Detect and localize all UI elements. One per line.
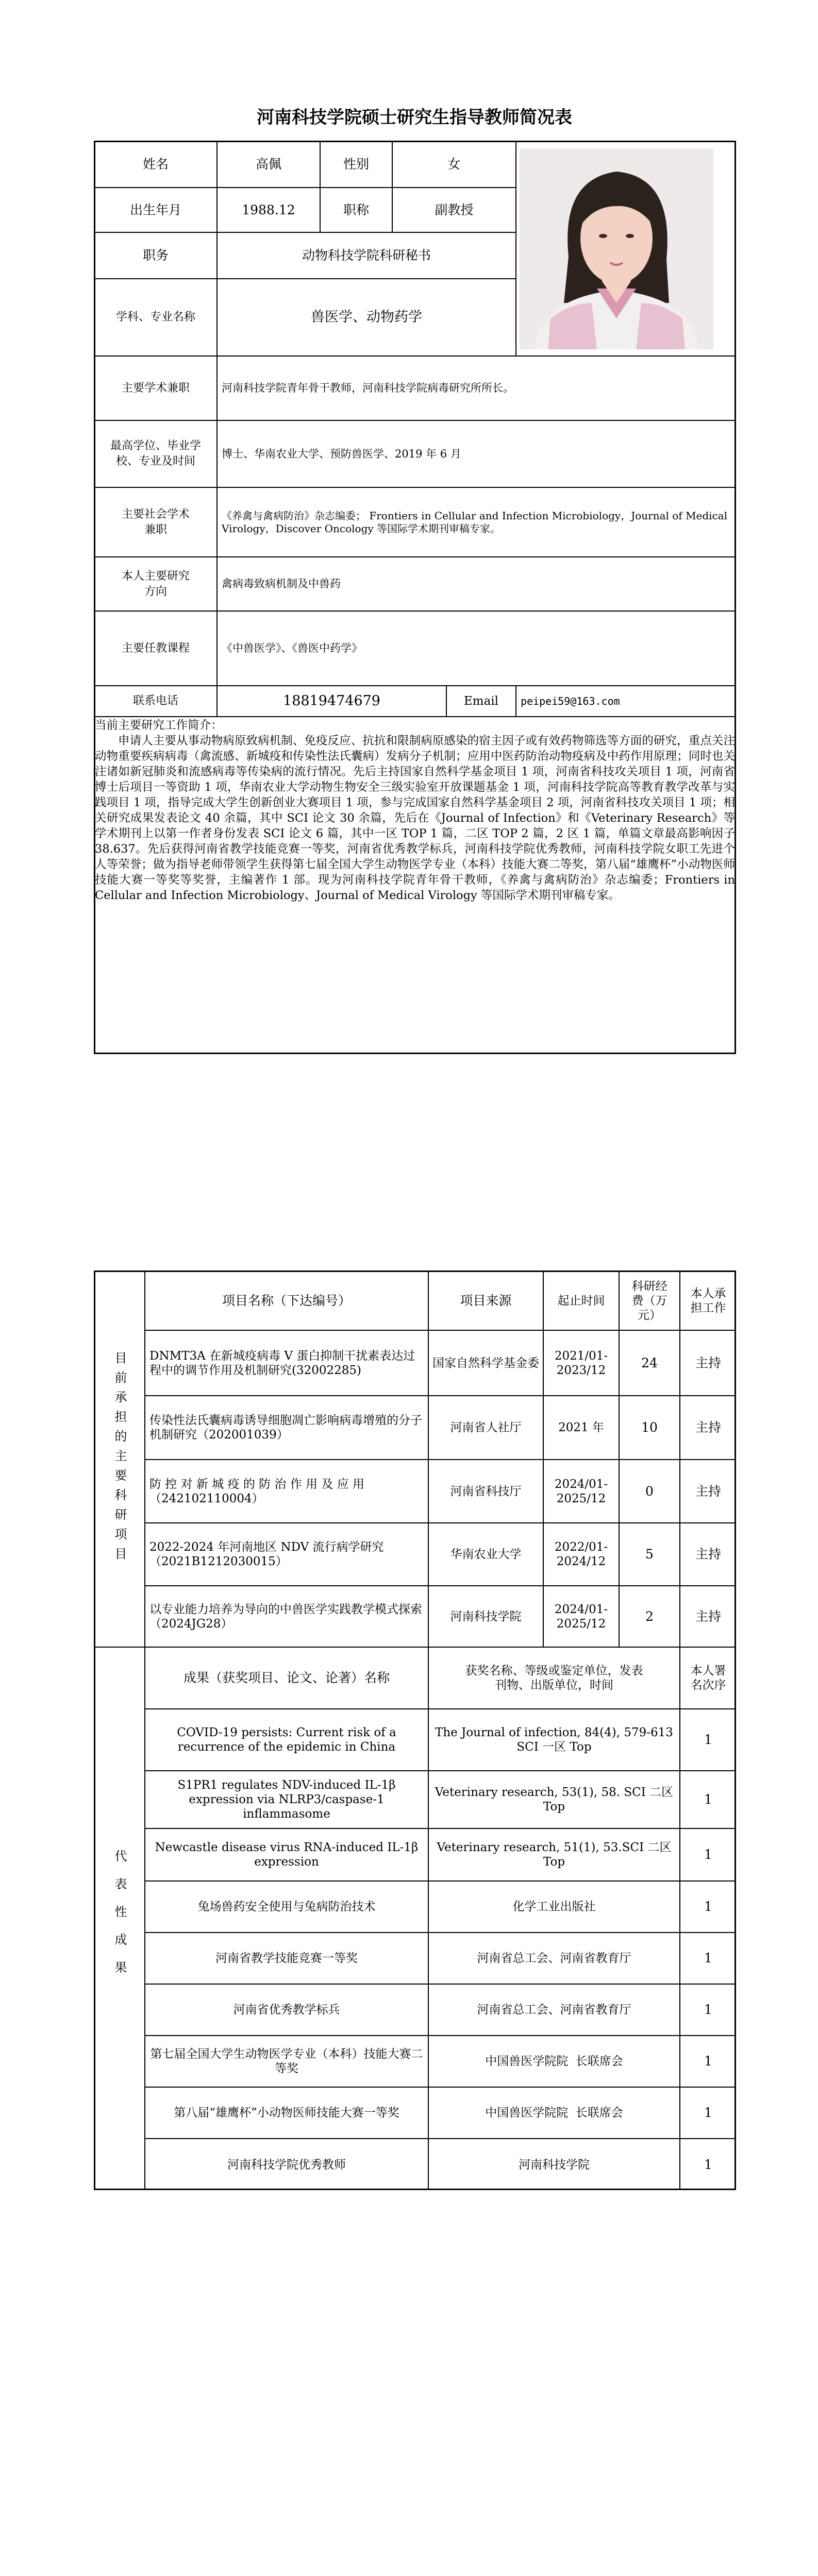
academic-label: 主要学术兼职 (121, 381, 190, 395)
achievement-row-1-rank: 1 (704, 1732, 712, 1747)
achievement-row-4-rank: 1 (704, 1899, 712, 1914)
social-label: 主要社会学术兼职 (121, 507, 190, 536)
achievement-row-6-info: 河南省总工会、河南省教育厅 (477, 2003, 631, 2016)
project-row-4-role: 主持 (695, 1547, 721, 1562)
achievement-row-7-info: 中国兽医学院院 长联席会 (485, 2055, 623, 2068)
achievement-row-2-info: Veterinary research, 53(1), 58. SCI 二区 Top (435, 1786, 674, 1814)
project-row-2-name: 传染性法氏囊病毒诱导细胞凋亡影响病毒增殖的分子机制研究（202001039） (149, 1414, 422, 1442)
education-value: 博士、华南农业大学、预防兽医学、2019 年 6 月 (222, 447, 461, 460)
project-row-4-name: 2022-2024 年河南地区 NDV 流行病学研究（2021B1212030015） (149, 1540, 384, 1568)
achievement-row-2-name: S1PR1 regulates NDV-induced IL-1β expression via NLRP3/caspase-1 inflammasome (177, 1778, 396, 1821)
achievement-row-1-name: COVID-19 persists: Current risk of a recurrence of the epidemic in China (177, 1726, 396, 1754)
portrait-image (520, 148, 713, 349)
course-value: 《中兽医学》、《兽医中药学》 (222, 642, 362, 654)
social-value: 《养禽与禽病防治》杂志编委； Frontiers in Cellular and Infection Microbiology，Journal of Medical Virology，Discover Oncology 等国际学术期刊审稿专家。 (222, 509, 728, 535)
achievement-row-8-info: 中国兽医学院院 长联席会 (485, 2106, 623, 2120)
projects-header-role: 本人承担工作 (690, 1286, 726, 1315)
name-label: 姓名 (142, 157, 169, 172)
name-value: 高佩 (255, 157, 281, 172)
email-value: peipei59@163.com (521, 695, 620, 707)
phone-label: 联系电话 (132, 694, 178, 707)
project-row-2-role: 主持 (695, 1420, 721, 1435)
project-row-3-name: 防 控 对 新 城 疫 的 防 治 作 用 及 应 用（242102110004） (149, 1477, 365, 1505)
project-row-1-funding: 24 (641, 1355, 658, 1370)
project-row-5-role: 主持 (695, 1608, 721, 1624)
achievement-row-5-rank: 1 (704, 1951, 712, 1965)
research-summary (95, 718, 735, 903)
achievement-row-7-rank: 1 (704, 2054, 712, 2069)
achievement-row-8-rank: 1 (704, 2105, 712, 2120)
achievements-header-name: 成果（获奖项目、论文、论著）名称 (183, 1670, 390, 1685)
achievement-row-4-info: 化学工业出版社 (512, 1900, 596, 1913)
summary-body: 申请人主要从事动物病原致病机制、免疫反应、抗抗和限制病原感染的宿主因子或有效药物筛选等方面的研究，重点关注动物重要疾病病毒（禽流感、新城疫和传染性法氏囊病）发病分子机制；应用中医药防治动物疫病及中药作用原理；同时也关注诸如新冠肺炎和流感病毒等传染病的流行情况。先后主持国家自然科学基金项目 1 项，河南省科技攻关项目 1 项，河南省博士后项目一等资助 1 项，华南农业大学动物生物安全三级实验室开放课题基金 1 项，河南科技学院高等教育教学改革与实践项目 1 项，指导完成大学生创新创业大赛项目 1 项，参与完成国家自然科学基金项目 2 项，河南省科技攻关项目 1 项；相关研究成果发表论文 40 余篇，其中 SCI 论文 30 余篇，先后在《Journal of Infection》和《Veterinary Research》等学术期刊上以第一作者身份发表 SCI 论文 6 篇，其中一区 TOP 1 篇，二区 TOP 2 篇，2 区 1 篇，单篇文章最高影响因子 38.637。先后获得河南省教学技能竞赛一等奖，河南省优秀教学标兵，河南科技学院优秀教师，河南科技学院女职工先进个人等荣誉；做为指导老师带领学生获得第七届全国大学生动物医学专业（本科）技能大赛二等奖，第八届“雄鹰杯”小动物医师技能大赛一等奖等奖誉，主编著作 1 部。现为河南科技学院青年骨干教师，《养禽与禽病防治》杂志编委；Frontiers in Cellular and Infection Microbiology、Journal of Medical Virology 等国际学术期刊审稿专家。 (95, 734, 735, 902)
project-row-2-period: 2021 年 (558, 1421, 604, 1434)
page-title: 河南科技学院硕士研究生指导教师简况表 (257, 107, 572, 128)
achievement-row-1-info: The Journal of infection, 84(4), 579-613 SCI 一区 Top (435, 1726, 673, 1754)
academic-value: 河南科技学院青年骨干教师，河南科技学院病毒研究所所长。 (222, 382, 514, 394)
major-value: 兽医学、动物药学 (311, 309, 422, 325)
duty-value: 动物科技学院科研秘书 (302, 248, 431, 263)
achievement-row-2-rank: 1 (704, 1792, 712, 1807)
gender-label: 性别 (343, 157, 369, 172)
project-row-1-name: DNMT3A 在新城疫病毒 V 蛋白抑制干扰素表达过程中的调节作用及机制研究(32002285) (149, 1349, 415, 1377)
achievement-row-7-name: 第七届全国大学生动物医学专业（本科）技能大赛二等奖 (150, 2047, 423, 2075)
projects-side-label: 目前承担的主要科研项目 (112, 1351, 127, 1567)
achievement-row-6-rank: 1 (704, 2002, 712, 2017)
project-row-5-name: 以专业能力培养为导向的中兽医学实践教学模式探索（2024JG28） (149, 1602, 422, 1631)
rank-value: 副教授 (435, 202, 474, 217)
education-label: 最高学位、毕业学校、专业及时间 (110, 439, 201, 468)
achievements-header-rank: 本人署名次序 (690, 1664, 726, 1692)
achievement-row-3-name: Newcastle disease virus RNA-induced IL-1β expression (155, 1841, 419, 1869)
profile-photo (520, 148, 713, 349)
project-row-3-funding: 0 (645, 1483, 654, 1499)
project-row-2-source: 河南省人社厅 (450, 1421, 522, 1434)
achievements-header-info: 获奖名称、等级或鉴定单位，发表刊物、出版单位，时间 (465, 1664, 643, 1692)
email-label: Email (463, 694, 499, 708)
birth-label: 出生年月 (129, 202, 181, 217)
project-row-1-role: 主持 (695, 1355, 721, 1370)
project-row-5-period: 2024/01-2025/12 (554, 1602, 608, 1631)
projects-header-source: 项目来源 (460, 1293, 512, 1308)
projects-header-name: 项目名称（下达编号） (222, 1293, 351, 1308)
projects-header-period: 起止时间 (557, 1294, 605, 1308)
project-row-3-period: 2024/01-2025/12 (554, 1477, 608, 1505)
summary-heading: 当前主要研究工作简介： (95, 719, 223, 732)
achievement-row-5-info: 河南省总工会、河南省教育厅 (477, 1952, 631, 1965)
birth-value: 1988.12 (242, 202, 295, 217)
project-row-3-source: 河南省科技厅 (450, 1484, 522, 1498)
achievement-row-4-name: 兔场兽药安全使用与兔病防治技术 (197, 1900, 376, 1913)
project-row-5-funding: 2 (645, 1608, 654, 1624)
achievement-row-3-rank: 1 (704, 1847, 712, 1862)
rank-label: 职称 (343, 202, 369, 217)
major-label: 学科、专业名称 (115, 311, 195, 324)
course-label: 主要任教课程 (121, 641, 190, 655)
research-label: 本人主要研究方向 (121, 569, 190, 598)
achievement-row-9-rank: 1 (704, 2157, 712, 2172)
duty-label: 职务 (142, 248, 169, 263)
project-row-4-period: 2022/01-2024/12 (554, 1540, 608, 1568)
achievement-row-6-name: 河南省优秀教学标兵 (233, 2003, 340, 2016)
project-row-1-period: 2021/01-2023/12 (554, 1349, 608, 1377)
project-row-4-funding: 5 (645, 1547, 654, 1562)
achievement-row-8-name: 第八届“雄鹰杯”小动物医师技能大赛一等奖 (174, 2106, 399, 2120)
gender-value: 女 (447, 157, 461, 172)
research-value: 禽病毒致病机制及中兽药 (222, 578, 341, 590)
project-row-5-source: 河南科技学院 (450, 1609, 522, 1623)
achievement-row-9-name: 河南科技学院优秀教师 (227, 2158, 346, 2172)
project-row-2-funding: 10 (641, 1420, 658, 1435)
project-row-4-source: 华南农业大学 (450, 1548, 522, 1561)
achievement-row-9-info: 河南科技学院 (519, 2158, 590, 2172)
achievement-row-5-name: 河南省教学技能竞赛一等奖 (215, 1952, 358, 1965)
achievements-side-label: 代表性成果 (112, 1849, 127, 1989)
achievement-row-3-info: Veterinary research, 51(1), 53.SCI 二区 Top (437, 1841, 672, 1869)
project-row-3-role: 主持 (695, 1483, 721, 1499)
phone-value: 18819474679 (283, 693, 380, 709)
project-row-1-source: 国家自然科学基金委 (432, 1356, 539, 1370)
projects-header-funding: 科研经费（万元） (631, 1279, 667, 1322)
